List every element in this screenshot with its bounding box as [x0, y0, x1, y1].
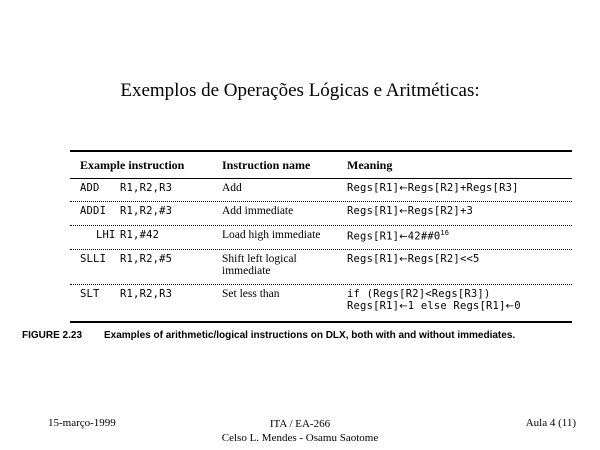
header-example-instruction: Example instruction — [80, 157, 185, 172]
footer-course: ITA / EA-266 — [269, 418, 331, 430]
opcode: ADD — [80, 182, 100, 194]
example-instruction — [70, 179, 222, 201]
footer-authors: Celso L. Mendes - Osamu Saotome — [221, 432, 379, 444]
slide-title: Exemplos de Operações Lógicas e Aritméticas: — [120, 80, 480, 101]
instruction-name: Add immediate — [222, 205, 294, 217]
table-bottom-rule — [70, 321, 572, 323]
operands: R1,R2,R3 — [120, 182, 173, 194]
meaning: $Regs[R1]\leftarrow 42\#\#0^{16}$ — [347, 229, 450, 243]
table-row — [70, 179, 572, 201]
table-row — [70, 202, 572, 225]
arrow-left-icon: ← — [399, 301, 408, 312]
opcode: ADDI — [80, 205, 107, 217]
table-row — [70, 250, 572, 284]
superscript: 16 — [440, 229, 450, 237]
opcode: SLT — [80, 288, 100, 300]
arrow-left-icon: ← — [505, 301, 515, 312]
operands: R1,#42 — [120, 229, 160, 241]
opcode: SLLI — [80, 253, 107, 265]
meaning: Regs[R1]←Regs[R2]<<5 — [347, 253, 480, 265]
figure-label: FIGURE 2.23 — [22, 330, 83, 341]
figure-caption — [22, 330, 582, 341]
example-instruction — [70, 226, 222, 249]
operands: R1,R2,R3 — [120, 288, 173, 300]
table-row — [70, 285, 572, 321]
instruction-table — [70, 150, 572, 323]
example-instruction — [70, 285, 222, 321]
header-meaning: Meaning — [347, 157, 393, 172]
footer-page: Aula 4 (11) — [525, 417, 576, 429]
arrow-left-icon: ← — [399, 254, 408, 265]
opcode: LHI — [96, 229, 116, 241]
instruction-name: Shift left logical immediate — [222, 253, 297, 277]
arrow-left-icon: ← — [399, 231, 408, 243]
arrow-left-icon: ← — [399, 206, 408, 217]
operands: R1,R2,#5 — [120, 253, 173, 265]
instruction-name: Set less than — [222, 288, 280, 300]
caption-text: Examples of arithmetic/logical instructions on DLX, both with and without immediates. — [104, 330, 516, 341]
footer-center — [0, 417, 600, 445]
arrow-left-icon: ← — [399, 183, 408, 194]
example-instruction — [70, 202, 222, 225]
meaning: Regs[R1]←Regs[R2]+Regs[R3] — [347, 182, 519, 194]
meaning: if (Regs[R2]<Regs[R3]) Regs[R1]←1 else Regs[R1]←0 — [347, 288, 521, 312]
footer-date: 15-março-1999 — [48, 417, 116, 429]
instruction-name: Load high immediate — [222, 229, 321, 241]
table-header — [70, 152, 572, 178]
example-instruction — [70, 250, 222, 284]
instruction-name: Add — [222, 182, 242, 194]
operands: R1,R2,#3 — [120, 205, 173, 217]
header-instruction-name: Instruction name — [222, 157, 311, 172]
meaning: Regs[R1]←Regs[R2]+3 — [347, 205, 473, 217]
table-row — [70, 226, 572, 249]
